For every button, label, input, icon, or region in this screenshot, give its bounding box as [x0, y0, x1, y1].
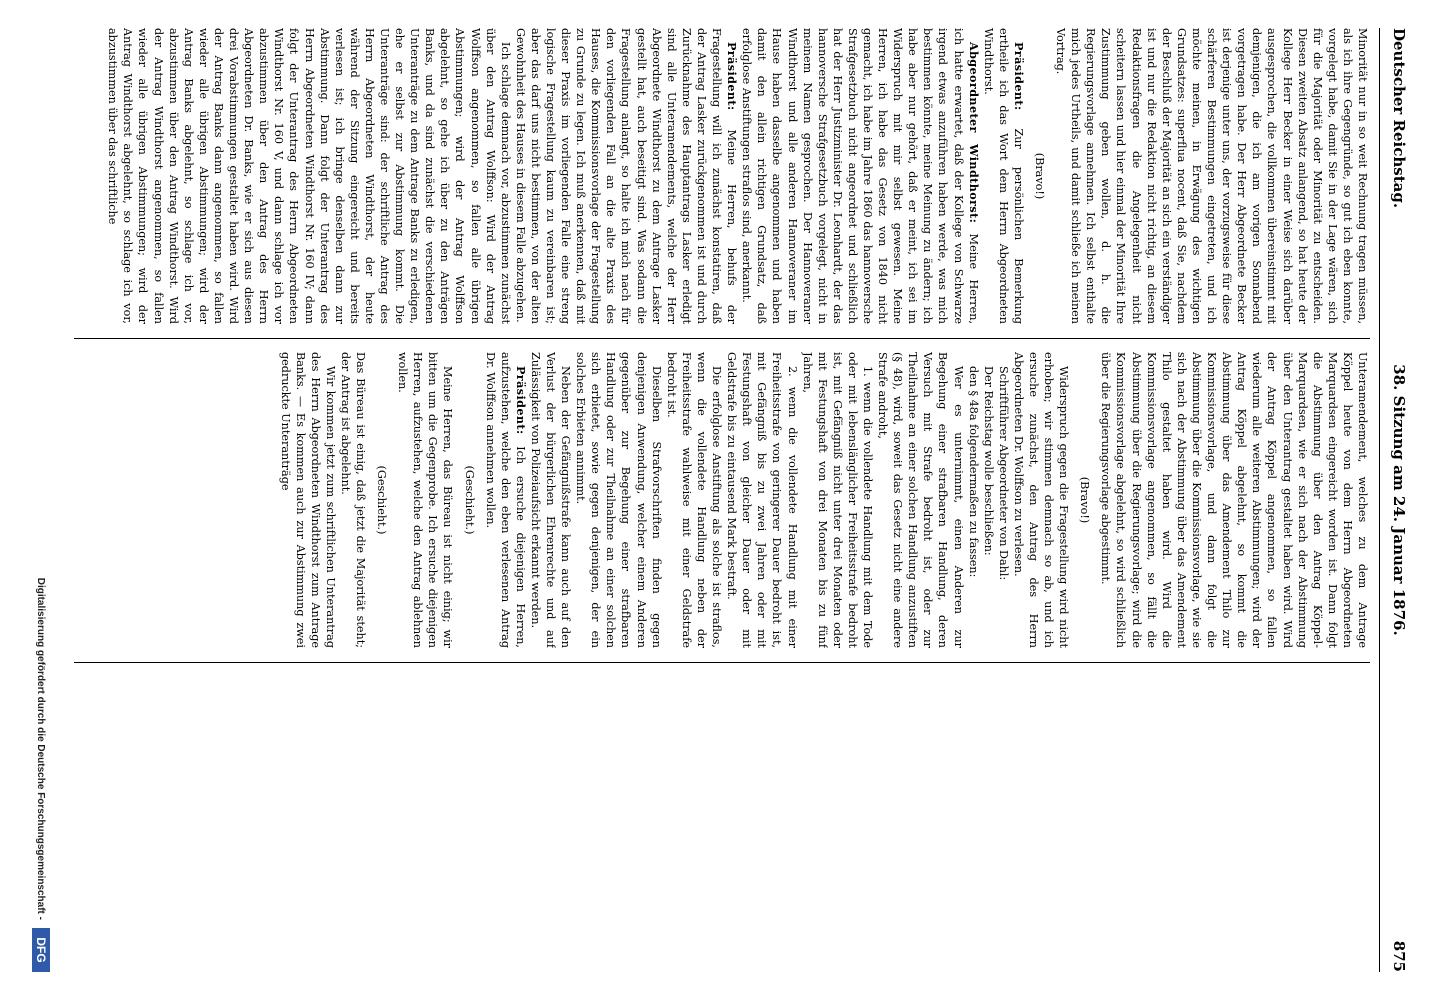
- column-separator: [74, 338, 1370, 339]
- paragraph: Dieselben Strafvorschriften finden gegen denjenigen Anwendung, welcher einem Anderen gegenüber zur Begehung einer strafbaren Handlung oder zur Theilnahme an einer solchen sich erbietet, sowie gegen denjenigen, der ein solches Erbieten annimmt.: [574, 352, 663, 648]
- paragraph: Die erfolglose Anstiftung als solche ist straflos, wenn die vollendete Handlung neben der Freiheitsstrafe wahlweise mit einer Geldstrafe bedroht ist.: [664, 352, 724, 648]
- paragraph: Schriftführer Abgeordneter von Dahl:: [996, 366, 1010, 581]
- speaker-label: Präsident:: [1011, 42, 1026, 111]
- paragraph: Der Reichstag wolle beschließen:: [981, 366, 995, 556]
- header-publication: Deutscher Reichstag.: [1390, 28, 1408, 209]
- header-page-number: 875: [1390, 940, 1408, 972]
- paragraph: [739, 28, 981, 324]
- interjection: (Geschieht.): [462, 465, 476, 535]
- paragraph-text: Meine Herren, behufs der Fragestellung will ich zunächst konstatiren, daß der Antrag Lasker zurückgenommen ist und durch Zurücknahme des Hauptantrags Lasker erledigt sind alle Unteramendements, welche der Herr Abgeordnete Windthorst zu dem Antrage Lasker gestellt hat, auch beseitigt sind. Was sodann die Fragestellung anlangt, so halte ich mich nach für den vorliegenden Fall an die alte Praxis des Hauses, die Kommissionsvorlage der Fragestellung zu Grunde zu legen. Ich muß anerkennen, daß mit dieser Praxis im vorliegenden Falle eine streng logische Fragestellung kaum zu vereinbaren ist; aber das darf uns nicht bestimmen, von der alten Gewohnheit des Hauses in diesem Falle abzugehen.: [513, 28, 739, 324]
- text-column-1: [74, 28, 1370, 324]
- paragraph: [513, 28, 739, 324]
- paragraph: Das Büreau ist einig, daß jetzt die Majorität steht; der Antrag ist abgelehnt.: [338, 352, 367, 648]
- speaker-label: Präsident:: [513, 366, 528, 435]
- digitization-credit: Digitalisierung gefördert durch die Deutsche Forschungsgemeinschaft -: [35, 577, 46, 920]
- paragraph-text: Zur persönlichen Bemerkung ertheile ich das Wort dem Herrn Abgeordneten Windthorst.: [981, 28, 1025, 324]
- paragraph: Ich schlage demnach vor, abzustimmen zunächst über den Antrag Wolffson: Wird der Antrag Wolffson angenommen, so fallen alle übrigen Abstimmungen; wird der Antrag Wolffson abgelehnt, so gehe ich über zu den Anträgen Banks, und da sind zunächst die verschiedenen Unteranträge zu dem Antrage Banks zu erledigen, ehe er selbst zur Abstimmung kommt. Die Unteranträge sind: der schriftliche Antrag des Herrn Abgeordneten Windthorst, der heute während der Sitzung eingereicht und bereits verlesen ist; ich bringe denselben dann zur Abstimmung. Dann folgt der Unterantrag des Herrn Abgeordneten Windthorst Nr. 160 IV; dann folgt der Unterantrag des Herrn Abgeordneten Windthorst Nr. 160 V, und dann schlage ich vor abzustimmen über den Antrag des Herrn Abgeordneten Dr. Banks, wie er sich aus diesen drei Vorabstimmungen gestaltet haben wird. Wird der Antrag Banks dann angenommen, so fallen wieder alle übrigen Abstimmungen; wird der Antrag Banks abgelehnt, so schlage ich vor, abzustimmen über den Antrag Windthorst. Wird der Antrag Windthorst angenommen, so fallen wieder alle übrigen Abstimmungen; wird der Antrag Windthorst abgelehnt, so schlage ich vor, abzustimmen über das schriftliche: [106, 28, 512, 324]
- paragraph: Meine Herren, das Büreau ist nicht einig; wir bitten um die Gegenprobe. Ich ersuche diejenigen Herren, aufzustehen, welche den Antrag ablehnen wollen.: [396, 352, 455, 648]
- paragraph: Minorität nur in so weit Rechnung tragen müssen, als ich ihre Gegengründe, so gut ich eben konnte, vorgelegt habe, damit Sie in der Lage wären, sich für die Majorität oder Minorität zu entscheiden. Diesen zweiten Absatz anlangend, so hat heute der Kollege Herr Becker in einer Weise sich darüber ausgesprochen, die vollkommen übereinstimmt mit demjenigen, die ich am vorigen Sonnabend vorgetragen habe. Der Herr Abgeordnete Becker ist derjenige unter uns, der vorzugsweise für diese schärferen Bestimmungen eingetreten, und ich möchte meinen, in Erwägung des wichtigen Grundsatzes: superflua nocent, daß Sie, nachdem der Beschluß der Majorität an sich ein verständiger ist und nur die Redaktion nicht richtig, an diesem Redaktionsfragen die Angelegenheit nicht scheitern lassen und hier einmal der Minorität Ihre Zustimmung geben wollen, d. h. die Regierungsvorlage annehmen. Ich selbst enthalte mich jedes Urtheils, und damit schließe ich meinen Vortrag.: [1054, 28, 1369, 324]
- paragraph: 2. wenn die vollendete Handlung mit einer Freiheitsstrafe von geringerer Dauer bedroht ist, mit Gefängniß bis zu zwei Jahren oder mit Festungshaft von gleicher Dauer oder mit Geldstrafe bis zu eintausend Mark bestraft.: [725, 352, 799, 648]
- paragraph-text: Ich ersuche diejenigen Herren, aufzustehen, welche den eben verlesenen Antrag Dr. Wolffson annehmen wollen.: [483, 352, 527, 648]
- column-separator: [74, 662, 1370, 663]
- paragraph: den § 48a folgendermaßen zu fassen:: [966, 366, 980, 578]
- speaker-label: Präsident:: [725, 42, 740, 111]
- page-footer: [20, 28, 60, 972]
- paragraph-text: Meine Herren, ich hatte erwartet, daß der Kollege von Schwarze irgend etwas anzuführen haben werde, was mich bestimmen könnte, meine Meinung zu ändern; ich habe aber nur gehört, daß er meint, ich sei im Widerspruch mit mir selbst gewesen. Meine Herren, ich habe das Gesetz von 1840 nicht gemacht, ich habe im Jahre 1860 das hannoversche Strafgesetzbuch nicht angeordnet und schließlich hat der Herr Justizminister Dr. Leonhardt, der das hannoversche Strafgesetzbuch vorgelegt, nicht in meinem Namen gesprochen. Der Hannoveraner Windthorst und alle anderen Hannoveraner im Hause haben dasselbe angenommen und haben damit den allein richtigen Grundsatz, daß erfolglose Anstiftungen straflos sind, anerkannt.: [740, 28, 980, 324]
- paragraph: Neben der Gefängnißstrafe kann auch auf den Verlust der bürgerlichen Ehrenrechte und auf Zulässigkeit von Polizeiaufsicht erkannt werden.: [528, 352, 573, 648]
- text-column-3: [74, 676, 1370, 972]
- paragraph: Unteramendement, welches zu dem Antrage Köppel heute von dem Herrn Abgeordneten Marquardsen eingereicht worden ist. Dann folgt die Abstimmung über den Antrag Köppel-Marquardsen, wie er sich nach der Abstimmung über den Unterantrag gestaltet haben wird. Wird der Antrag Köppel angenommen, so fallen wiederum alle weiteren Abstimmungen; wird der Antrag Köppel abgelehnt, so kommt die Abstimmung über das Amendement Thilo zur Kommissionsvorlage, und dann folgt die Abstimmung über die Kommissionsvorlage, wie sie sich nach der Abstimmung über das Amendement Thilo gestaltet haben wird. Wird die Kommissionsvorlage angenommen, so fällt die Abstimmung über die Regierungsvorlage; wird die Kommissionsvorlage abgelehnt, so wird schließlich über die Regierungsvorlage abgestimmt.: [1099, 352, 1369, 648]
- paragraph: 1. wenn die vollendete Handlung mit dem Tode oder mit lebenslänglicher Freiheitsstrafe bedroht ist, mit Gefängniß nicht unter drei Monaten oder mit Festungshaft von drei Monaten bis zu fünf Jahren,: [800, 352, 874, 648]
- text-column-2: [74, 352, 1370, 648]
- dfg-logo: DFG: [32, 928, 50, 972]
- page-header: [1384, 28, 1414, 972]
- interjection: (Bravo!): [1078, 476, 1092, 524]
- paragraph: Wir kommen jetzt zum schriftlichen Unterantrag des Herrn Abgeordneten Windthorst zum Antrage Banks. — Es kommen auch zur Abstimmung zwei gedruckte Unteranträge: [278, 352, 337, 648]
- speaker-label: Abgeordneter Windthorst:: [966, 42, 981, 224]
- paragraph: [981, 28, 1026, 324]
- interjection: (Bravo!): [1033, 152, 1047, 200]
- interjection: (Geschieht.): [375, 465, 389, 535]
- header-session: 38. Sitzung am 24. Januar 1876.: [1390, 364, 1408, 636]
- paragraph: Widerspruch gegen die Fragestellung wird nicht erhoben; wir stimmen demnach so ab, und ich ersuche zunächst, den Antrag des Herrn Abgeordneten Dr. Wolffson zu verlesen.: [1011, 352, 1071, 648]
- paragraph: [483, 352, 528, 648]
- paragraph: Wer es unternimmt, einen Anderen zur Begehung einer strafbaren Handlung, deren Versuch mit Strafe bedroht ist, oder zur Theilnahme an einer solchen Handlung anzustiften (§ 48), wird, soweit das Gesetz nicht eine andere Strafe androht,: [876, 352, 965, 648]
- header-rule: [1379, 28, 1380, 972]
